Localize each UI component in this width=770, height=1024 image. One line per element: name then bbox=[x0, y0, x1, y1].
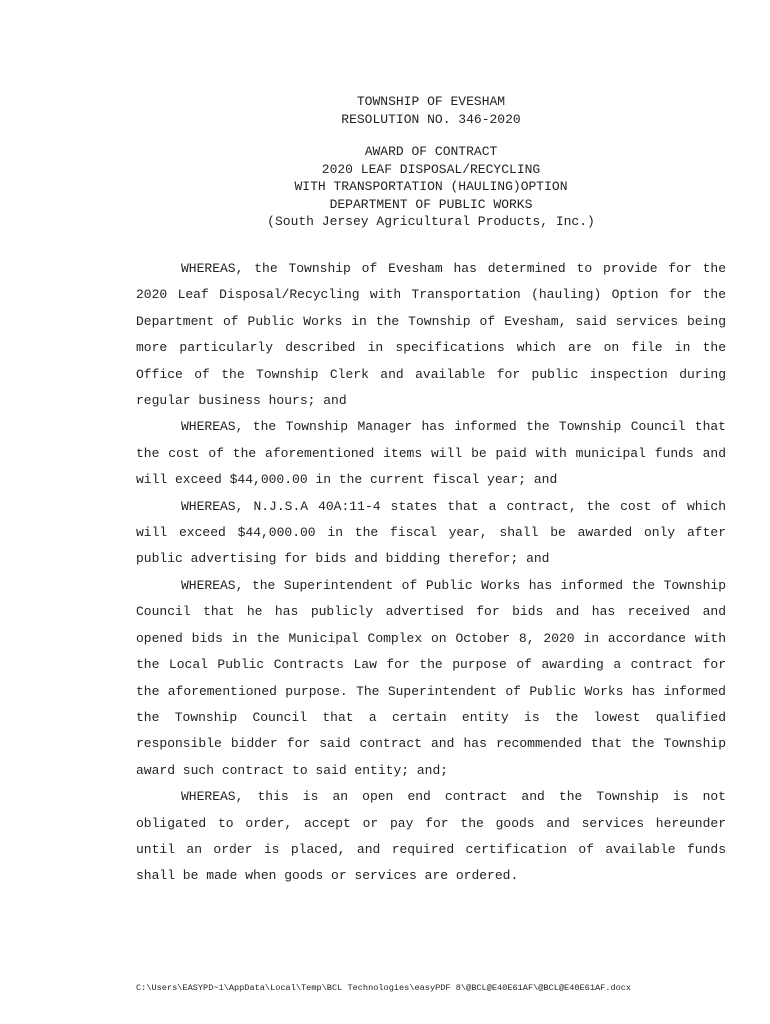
whereas-paragraph-3: WHEREAS, N.J.S.A 40A:11-4 states that a contract, the cost of which will exceed $44,000.00 in the fiscal year, shall be awarded only after public advertising for bids and bidding therefor; and bbox=[136, 498, 726, 567]
contract-subject: 2020 LEAF DISPOSAL/RECYCLING bbox=[321, 161, 541, 177]
resolution-body bbox=[136, 256, 726, 890]
awardee-name: (South Jersey Agricultural Products, Inc.) bbox=[267, 214, 595, 230]
footer-file-path: C:\Users\EASYPD~1\AppData\Local\Temp\BCL Technologies\easyPDF 8\@BCL@E40E61AF\@BCL@E40E61AF.docx bbox=[136, 983, 632, 993]
document-title-block bbox=[136, 93, 726, 128]
contract-option: WITH TRANSPORTATION (HAULING)OPTION bbox=[294, 179, 568, 195]
resolution-number: RESOLUTION NO. 346-2020 bbox=[341, 111, 521, 127]
whereas-paragraph-4: WHEREAS, the Superintendent of Public Works has informed the Township Council that he has publicly advertised for bids and has received and opened bids in the Municipal Complex on October 8, 2020 in accordance with the Local Public Contracts Law for the purpose of awarding a contract for the aforementioned purpose. The Superintendent of Public Works has informed the Township Council that a certain entity is the lowest qualified responsible bidder for said contract and has recommended that the Township award such contract to said entity; and; bbox=[136, 577, 726, 778]
department-name: DEPARTMENT OF PUBLIC WORKS bbox=[329, 196, 533, 212]
award-heading-block bbox=[136, 143, 726, 231]
whereas-paragraph-5: WHEREAS, this is an open end contract and the Township is not obligated to order, accept or pay for the goods and services hereunder until an order is placed, and required certification of available funds shall be made when goods or services are ordered. bbox=[136, 789, 726, 884]
whereas-paragraph-2: WHEREAS, the Township Manager has informed the Township Council that the cost of the aforementioned items will be paid with municipal funds and will exceed $44,000.00 in the current fiscal year; and bbox=[136, 419, 726, 488]
township-name: TOWNSHIP OF EVESHAM bbox=[356, 94, 506, 109]
whereas-paragraph-1: WHEREAS, the Township of Evesham has determined to provide for the 2020 Leaf Disposal/Recycling with Transportation (hauling) Option for the Department of Public Works in the Township of Evesham, said services being more particularly described in specifications which are on file in the Office of the Township Clerk and available for public inspection during regular business hours; and bbox=[136, 261, 726, 409]
award-heading: AWARD OF CONTRACT bbox=[364, 144, 498, 159]
